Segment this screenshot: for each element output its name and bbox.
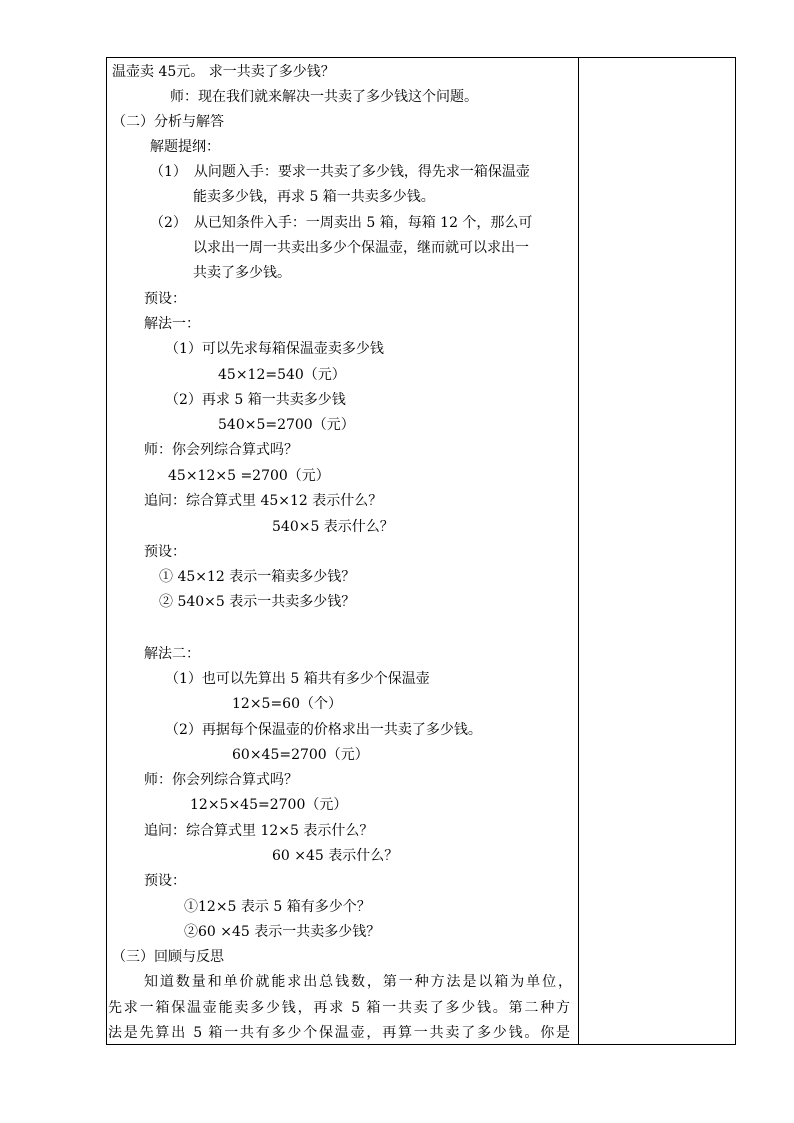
formula-line: 60×45=2700（元）	[232, 747, 369, 763]
text-line: 以求出一周一共卖出多少个保温壶，继而就可以求出一	[193, 240, 529, 256]
text-line: 解法二：	[144, 646, 200, 662]
text-line: （1）可以先求每箱保温壶卖多少钱	[165, 341, 384, 357]
text-line: 温壶卖 45元。 求一共卖了多少钱？	[112, 64, 335, 80]
text-line: 师：你会列综合算式吗？	[144, 442, 298, 458]
paragraph-line: 知道数量和单价就能求出总钱数，第一种方法是以箱为单位，	[144, 974, 572, 990]
text-line: ② 540×5 表示一共卖多少钱？	[159, 594, 356, 610]
text-line: 60 ×45 表示什么？	[272, 848, 399, 864]
text-line: 师：你会列综合算式吗？	[144, 772, 298, 788]
formula-line: 12×5=60（个）	[232, 696, 342, 712]
section-heading: （二）分析与解答	[112, 114, 224, 130]
formula-line: 45×12×5 =2700（元）	[168, 468, 330, 484]
text-line: ①12×5 表示 5 箱有多少个？	[184, 899, 371, 915]
text-line: 解题提纲：	[150, 139, 220, 155]
text-line: 预设：	[144, 291, 186, 307]
text-line: （2） 从已知条件入手：一周卖出 5 箱，每箱 12 个，那么可	[150, 215, 533, 231]
text-line: （2）再据每个保温壶的价格求出一共卖了多少钱。	[165, 722, 482, 738]
formula-line: 12×5×45=2700（元）	[190, 797, 348, 813]
column-divider	[578, 57, 579, 1045]
text-line: 师：现在我们就来解决一共卖了多少钱这个问题。	[170, 89, 478, 105]
text-line: ②60 ×45 表示一共卖多少钱？	[184, 924, 381, 940]
text-line: （2）再求 5 箱一共卖多少钱	[165, 392, 346, 408]
text-line: 追问：综合算式里 45×12 表示什么？	[144, 493, 383, 509]
text-line: 540×5 表示什么？	[272, 519, 394, 535]
section-heading: （三）回顾与反思	[112, 949, 224, 965]
paragraph-line: 先求一箱保温壶能卖多少钱，再求 5 箱一共卖了多少钱。第二种方	[108, 1000, 570, 1016]
text-line: 能卖多少钱，再求 5 箱一共卖多少钱。	[193, 189, 435, 205]
text-line: （1） 从问题入手：要求一共卖了多少钱，得先求一箱保温壶	[150, 164, 530, 180]
formula-line: 45×12=540（元）	[218, 367, 346, 383]
text-line: 预设：	[144, 873, 186, 889]
text-line: ① 45×12 表示一箱卖多少钱？	[159, 569, 356, 585]
text-line: （1）也可以先算出 5 箱共有多少个保温壶	[165, 671, 430, 687]
text-line: 共卖了多少钱。	[193, 265, 291, 281]
paragraph-line: 法是先算出 5 箱一共有多少个保温壶，再算一共卖了多少钱。你是	[108, 1025, 570, 1041]
formula-line: 540×5=2700（元）	[218, 417, 355, 433]
text-line: 预设：	[144, 544, 186, 560]
text-line: 解法一：	[144, 316, 200, 332]
text-line: 追问：综合算式里 12×5 表示什么？	[144, 823, 374, 839]
